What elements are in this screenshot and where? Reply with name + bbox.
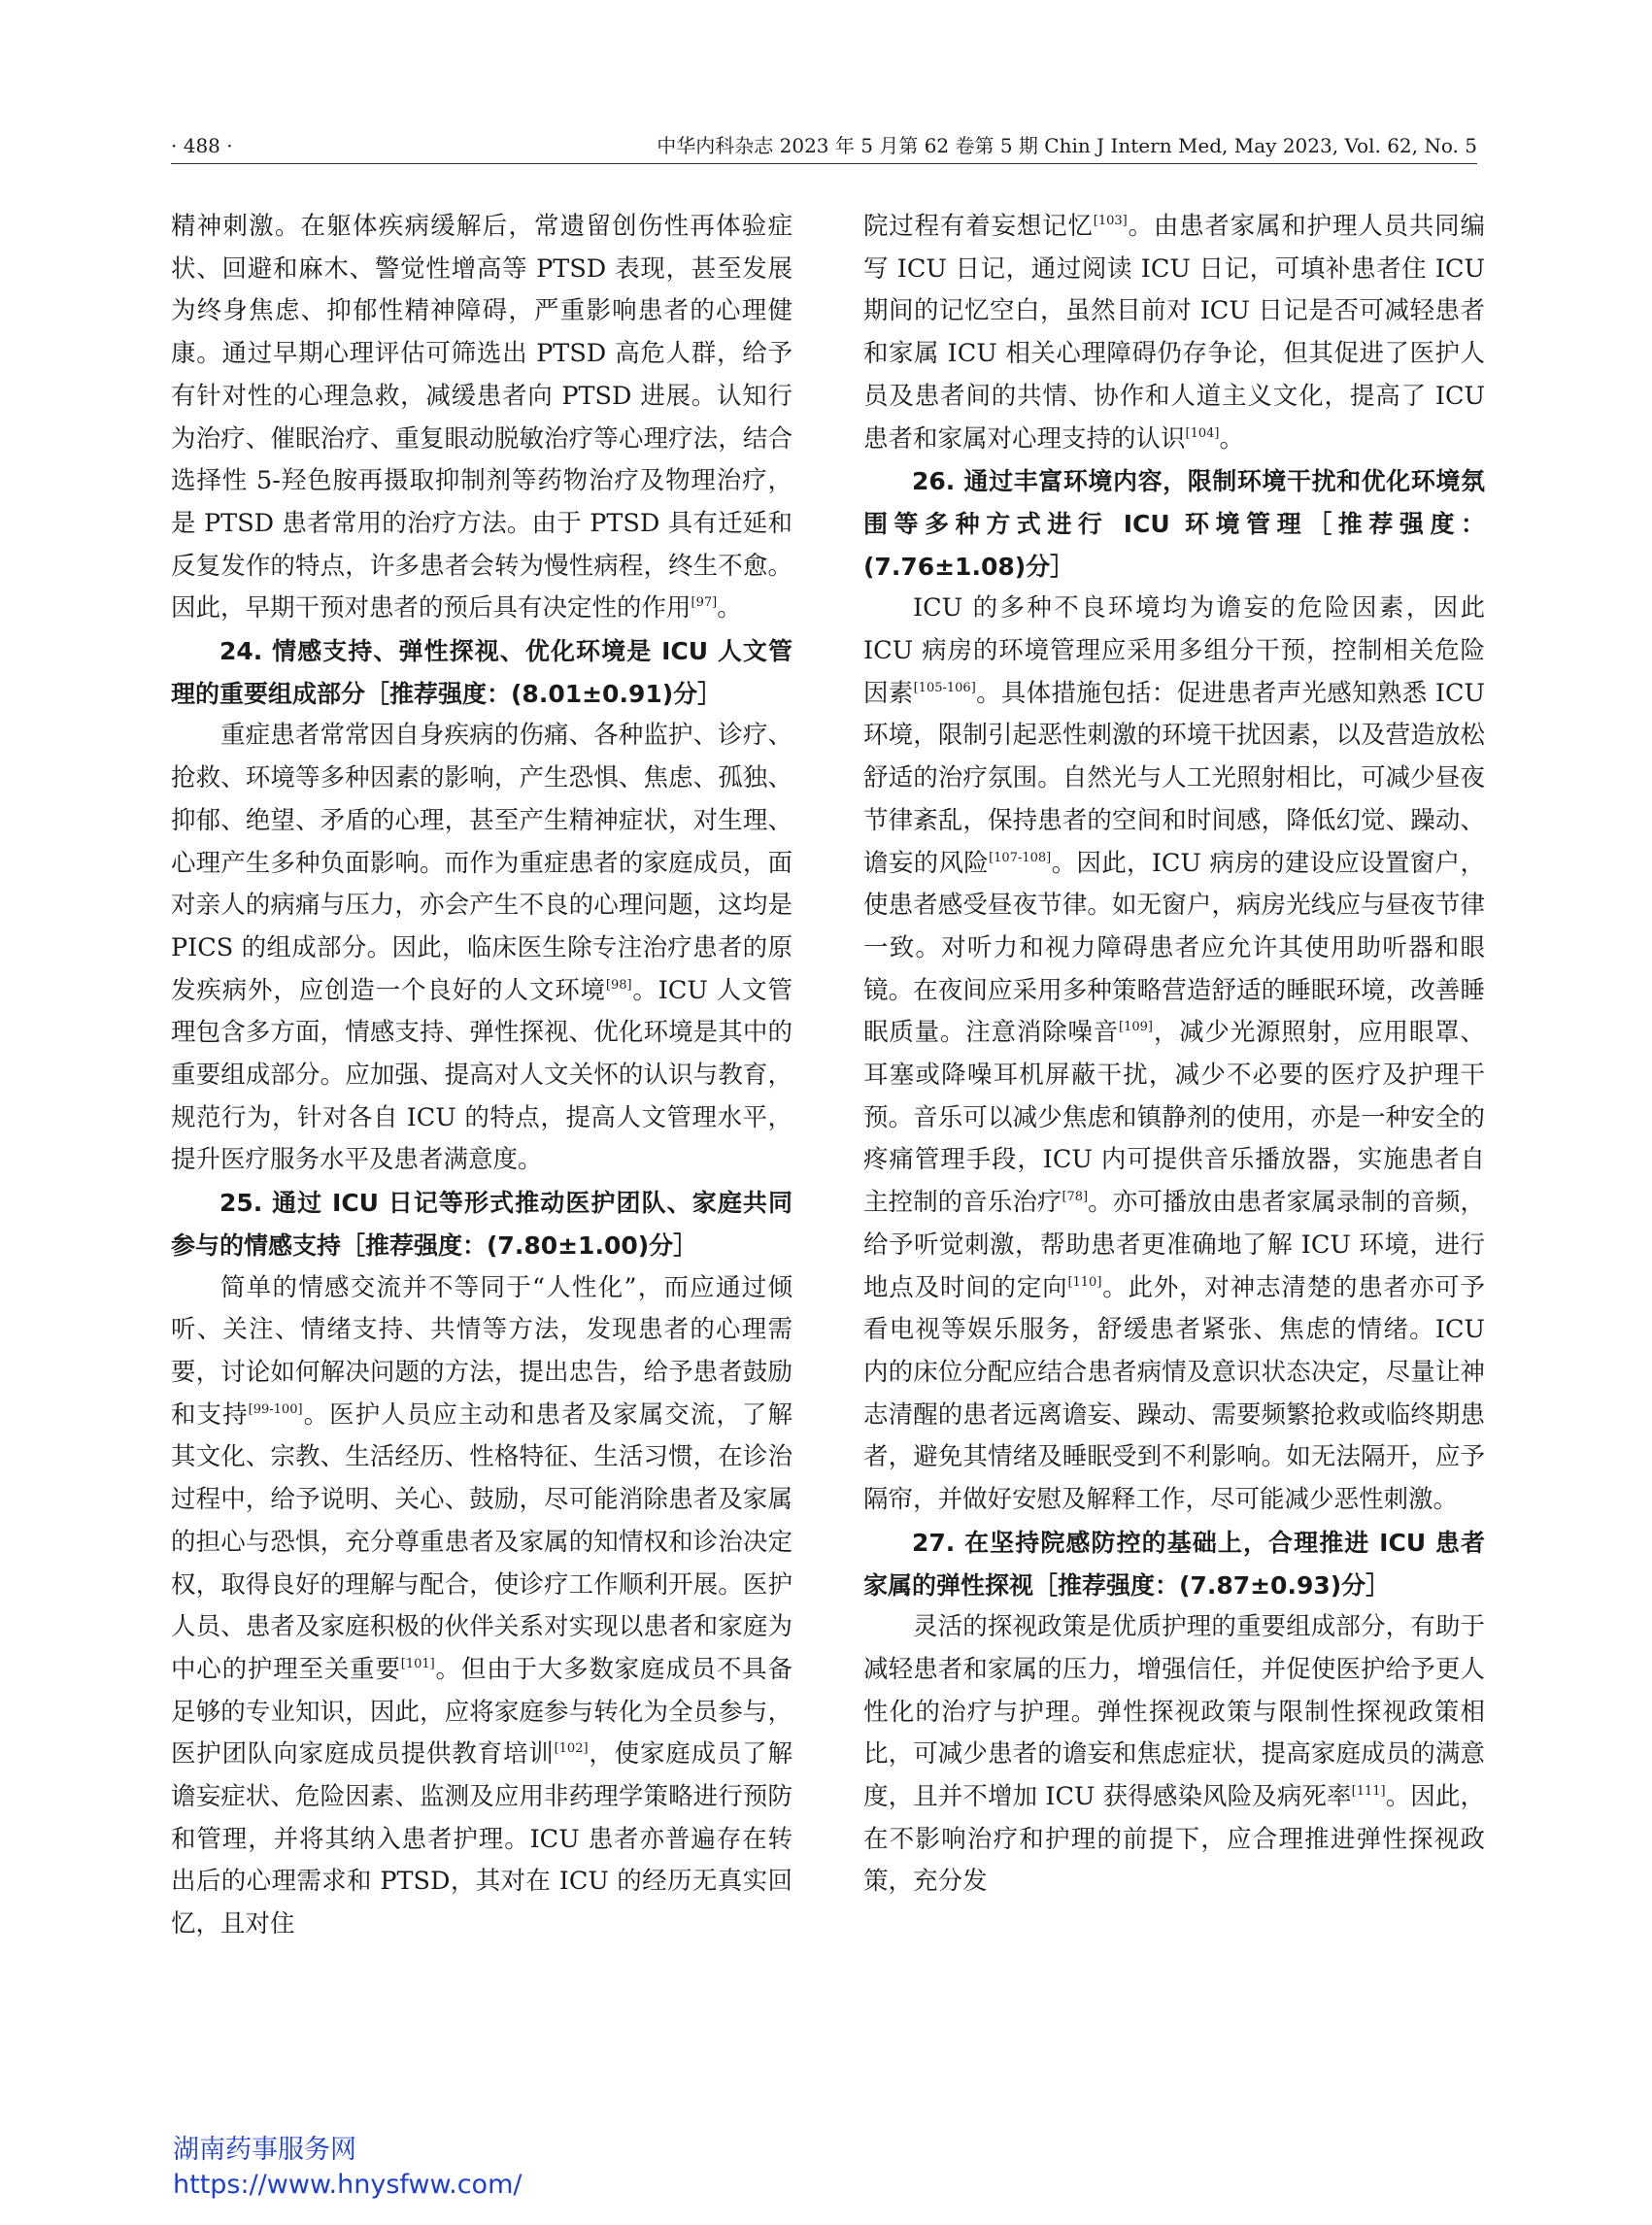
citation-ref[interactable]: [105-106] xyxy=(913,680,976,695)
citation-ref[interactable]: [111] xyxy=(1351,1784,1386,1800)
paragraph-25: 简单的情感交流并不等同于“人性化”，而应通过倾听、关注、情绪支持、共情等方法，发现患者的心理需要，讨论如何解决问题的方法，提出忠告，给予患者鼓励和支持[99-100]。医护人员应主动和患者及家属交流，了解其文化、宗教、生活经历、性格特征、生活习惯，在诊治过程中，给予说明、关心、鼓励，尽可能消除患者及家属的担心与恐惧，充分尊重患者及家属的知情权和诊治决定权，取得良好的理解与配合，使诊疗工作顺利开展。医护人员、患者及家庭积极的伙伴关系对实现以患者和家庭为中心的护理至关重要[101]。但由于大多数家庭成员不具备足够的专业知识，因此，应将家庭参与转化为全员参与，医护团队向家庭成员提供教育培训[102]，使家庭成员了解谵妄症状、危险因素、监测及应用非药理学策略进行预防和管理，并将其纳入患者护理。ICU 患者亦普遍存在转出后的心理需求和 PTSD，其对在 ICU 的经历无真实回忆，且对住 xyxy=(171,1272,792,1939)
left-column xyxy=(171,206,792,1946)
page-number: · 488 · xyxy=(171,134,233,157)
citation-ref[interactable]: [104] xyxy=(1185,425,1220,441)
watermark-site-name: 湖南药事服务网 xyxy=(173,2135,356,2165)
citation-ref[interactable]: [97] xyxy=(691,595,718,611)
citation-ref[interactable]: [107-108] xyxy=(989,850,1052,865)
right-column xyxy=(863,206,1485,1904)
paragraph-25-continued: 院过程有着妄想记忆[103]。由患者家属和护理人员共同编写 ICU 日记，通过阅读 ICU 日记，可填补患者住 ICU 期间的记忆空白，虽然目前对 ICU 日记是否可减轻患者和家属 ICU 相关心理障碍仍存争论，但其促进了医护人员及患者间的共情、协作和人道主义文化，提高了 ICU 患者和家属对心理支持的认识[104]。 xyxy=(863,212,1485,454)
watermark-url[interactable]: https://www.hnysfww.com/ xyxy=(173,2170,523,2200)
citation-ref[interactable]: [103] xyxy=(1093,214,1128,228)
running-header xyxy=(171,132,1477,164)
section-heading-25: 25. 通过 ICU 日记等形式推动医护团队、家庭共同参与的情感支持［推荐强度：(7.80±1.00)分］ xyxy=(171,1189,792,1260)
citation-ref[interactable]: [102] xyxy=(554,1741,589,1757)
section-heading-26: 26. 通过丰富环境内容，限制环境干扰和优化环境氛围等多种方式进行 ICU 环境管理［推荐强度：(7.76±1.08)分］ xyxy=(863,467,1485,581)
watermark xyxy=(173,2133,522,2203)
section-heading-24: 24. 情感支持、弹性探视、优化环境是 ICU 人文管理的重要组成部分［推荐强度：(8.01±0.91)分］ xyxy=(171,637,792,708)
citation-ref[interactable]: [99-100] xyxy=(248,1401,303,1417)
section-heading-27: 27. 在坚持院感防控的基础上，合理推进 ICU 患者家属的弹性探视［推荐强度：(7.87±0.93)分］ xyxy=(863,1528,1485,1600)
paragraph-26: ICU 的多种不良环境均为谵妄的危险因素，因此 ICU 病房的环境管理应采用多组分干预，控制相关危险因素[105-106]。具体措施包括：促进患者声光感知熟悉 ICU 环境，限制引起恶性刺激的环境干扰因素，以及营造放松舒适的治疗氛围。自然光与人工光照射相比，可减少昼夜节律紊乱，保持患者的空间和时间感，降低幻觉、躁动、谵妄的风险[107-108]。因此，ICU 病房的建设应设置窗户，使患者感受昼夜节律。如无窗户，病房光线应与昼夜节律一致。对听力和视力障碍患者应允许其使用助听器和眼镜。在夜间应采用多种策略营造舒适的睡眠环境，改善睡眠质量。注意消除噪音[109]，减少光源照射，应用眼罩、耳塞或降噪耳机屏蔽干扰，减少不必要的医疗及护理干预。音乐可以减少焦虑和镇静剂的使用，亦是一种安全的疼痛管理手段，ICU 内可提供音乐播放器，实施患者自主控制的音乐治疗[78]。亦可播放由患者家属录制的音频，给予听觉刺激，帮助患者更准确地了解 ICU 环境，进行地点及时间的定向[110]。此外，对神志清楚的患者亦可予看电视等娱乐服务，舒缓患者紧张、焦虑的情绪。ICU 内的床位分配应结合患者病情及意识状态决定，尽量让神志清醒的患者远离谵妄、躁动、需要频繁抢救或临终期患者，避免其情绪及睡眠受到不利影响。如无法隔开，应予隔帘，并做好安慰及解释工作，尽可能减少恶性刺激。 xyxy=(863,593,1485,1515)
citation-ref[interactable]: [109] xyxy=(1119,1020,1154,1035)
paragraph-ptsd-continued: 精神刺激。在躯体疾病缓解后，常遗留创伤性再体验症状、回避和麻木、警觉性增高等 PTSD 表现，甚至发展为终身焦虑、抑郁性精神障碍，严重影响患者的心理健康。通过早期心理评估可筛选出 PTSD 高危人群，给予有针对性的心理急救，减缓患者向 PTSD 进展。认知行为治疗、催眠治疗、重复眼动脱敏治疗等心理疗法，结合选择性 5-羟色胺再摄取抑制剂等药物治疗及物理治疗，是 PTSD 患者常用的治疗方法。由于 PTSD 具有迁延和反复发作的特点，许多患者会转为慢性病程，终生不愈。因此，早期干预对患者的预后具有决定性的作用[97]。 xyxy=(171,212,792,624)
paragraph-27: 灵活的探视政策是优质护理的重要组成部分，有助于减轻患者和家属的压力，增强信任，并促使医护给予更人性化的治疗与护理。弹性探视政策与限制性探视政策相比，可减少患者的谵妄和焦虑症状，提高家庭成员的满意度，且并不增加 ICU 获得感染风险及病死率[111]。因此，在不影响治疗和护理的前提下，应合理推进弹性探视政策，充分发 xyxy=(863,1612,1485,1897)
paragraph-24: 重症患者常常因自身疾病的伤痛、各种监护、诊疗、抢救、环境等多种因素的影响，产生恐惧、焦虑、孤独、抑郁、绝望、矛盾的心理，甚至产生精神症状，对生理、心理产生多种负面影响。而作为重症患者的家庭成员，面对亲人的病痛与压力，亦会产生不良的心理问题，这均是 PICS 的组成部分。因此，临床医生除专注治疗患者的原发疾病外，应创造一个良好的人文环境[98]。ICU 人文管理包含多方面，情感支持、弹性探视、优化环境是其中的重要组成部分。应加强、提高对人文关怀的认识与教育，规范行为，针对各自 ICU 的特点，提高人文管理水平，提升医疗服务水平及患者满意度。 xyxy=(171,721,792,1175)
citation-ref[interactable]: [98] xyxy=(605,977,632,993)
citation-ref[interactable]: [78] xyxy=(1062,1190,1089,1205)
citation-ref[interactable]: [110] xyxy=(1067,1274,1102,1290)
citation-ref[interactable]: [101] xyxy=(400,1656,435,1671)
journal-citation: 中华内科杂志 2023 年 5 月第 62 卷第 5 期 Chin J Intern Med, May 2023, Vol. 62, No. 5 xyxy=(657,134,1477,157)
